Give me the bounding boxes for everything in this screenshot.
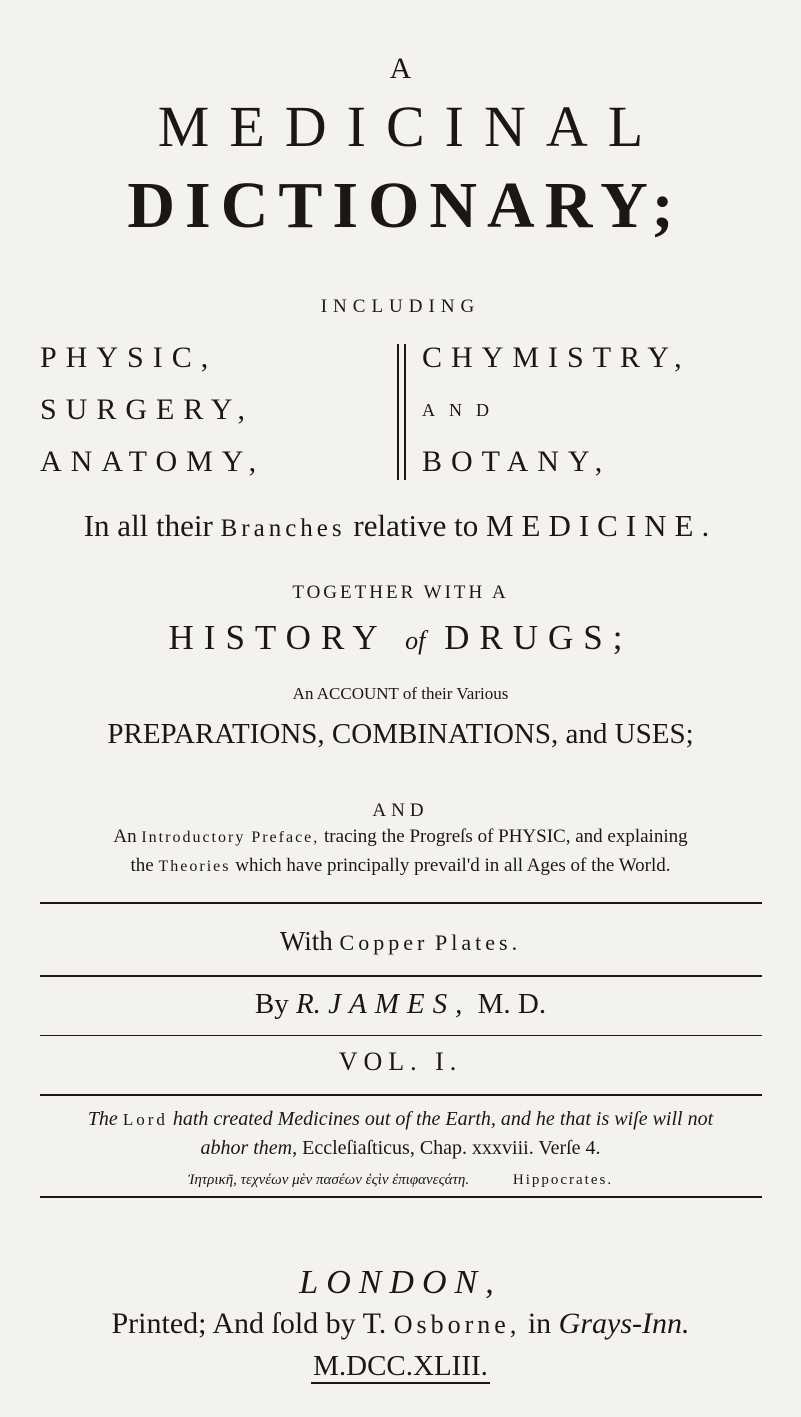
rule (40, 975, 762, 977)
imprint-osborne: Osborne, (393, 1310, 521, 1339)
history-of: of (405, 626, 426, 655)
intro-preface: Introductory Preface, (141, 829, 320, 846)
volume-line: VOL. I. (338, 1047, 463, 1076)
imprint-london: LONDON, (299, 1264, 502, 1301)
epigraph-line-1 (0, 1108, 801, 1131)
author-by: By (254, 988, 289, 1020)
intro-the: the (130, 855, 154, 876)
author-name: JAMES, (328, 988, 471, 1020)
and-line: AND (372, 800, 429, 821)
author-initial: R. (295, 988, 321, 1020)
subjects-left-column (40, 338, 400, 494)
together-line: TOGETHER WITH A (292, 582, 509, 603)
subject-physic: PHYSIC, (40, 341, 218, 374)
subject-anatomy: ANATOMY, (40, 445, 266, 478)
rule (40, 1094, 762, 1096)
plates-with: With (279, 926, 333, 956)
history-line (0, 618, 801, 658)
column-divider (404, 344, 406, 480)
rule (40, 902, 762, 904)
title-medicinal: MEDICINAL (157, 94, 664, 159)
plates-line (0, 926, 801, 957)
imprint-date: M.DCC.XLIII. (313, 1350, 488, 1382)
subject-and: AND (422, 400, 503, 420)
author-degree: M. D. (477, 988, 547, 1020)
imprint-printed-line (0, 1307, 801, 1341)
branches-prefix: In all their (83, 508, 213, 543)
account-line: An ACCOUNT of their Various (292, 684, 509, 703)
intro-line-2 (0, 855, 801, 877)
rule (40, 1035, 762, 1036)
epigraph-line-2 (0, 1137, 801, 1160)
imprint-date-line (0, 1350, 801, 1383)
branches-medicine: MEDICINE. (485, 508, 718, 543)
rule (40, 1196, 762, 1198)
intro-rest-2: which have principally prevail'd in all Ages of the World. (235, 855, 671, 876)
title-dictionary: DICTIONARY; (127, 169, 684, 242)
epigraph-source: Eccleſiaſticus, Chap. xxxviii. Verſe 4. (302, 1137, 601, 1159)
epigraph-the: The (87, 1108, 118, 1130)
branches-word: Branches (220, 515, 346, 542)
title-article: A (389, 52, 412, 85)
including-label: INCLUDING (320, 296, 481, 317)
imprint-printed: Printed; And ſold by T. (111, 1307, 387, 1340)
greek-attribution: Hippocrates. (512, 1172, 614, 1188)
preparations-line: PREPARATIONS, COMBINATIONS, and USES; (107, 718, 694, 750)
column-divider (397, 344, 399, 480)
drugs-word: DRUGS; (444, 618, 633, 657)
branches-relative: relative to (353, 508, 479, 543)
intro-theories: Theories (158, 858, 231, 875)
author-line (0, 988, 801, 1021)
plates-plates: Plates. (435, 930, 522, 955)
greek-quote-line (0, 1172, 801, 1189)
intro-rest-1: tracing the Progreſs of PHYSIC, and explaining (324, 826, 688, 847)
epigraph-text-1: hath created Medicines out of the Earth, and he that is wiſe will not (172, 1108, 714, 1130)
subjects-right-column (422, 338, 782, 494)
history-word: HISTORY (168, 618, 387, 657)
imprint-place: Grays-Inn. (558, 1307, 690, 1340)
greek-quote: Ἰητρικῆ, τεχνέων μὲν πασέων ἐςὶν ἐπιφανεςάτη. (187, 1172, 470, 1188)
plates-copper: Copper (339, 930, 429, 955)
branches-line (0, 508, 801, 544)
imprint-in: in (527, 1307, 552, 1340)
intro-an: An (113, 826, 137, 847)
intro-line-1 (0, 826, 801, 848)
subject-chymistry: CHYMISTRY, (422, 341, 691, 374)
epigraph-text-2: abhor them, (200, 1137, 298, 1159)
subject-surgery: SURGERY, (40, 393, 255, 426)
epigraph-lord: Lord (122, 1110, 168, 1129)
subject-botany: BOTANY, (422, 445, 612, 478)
